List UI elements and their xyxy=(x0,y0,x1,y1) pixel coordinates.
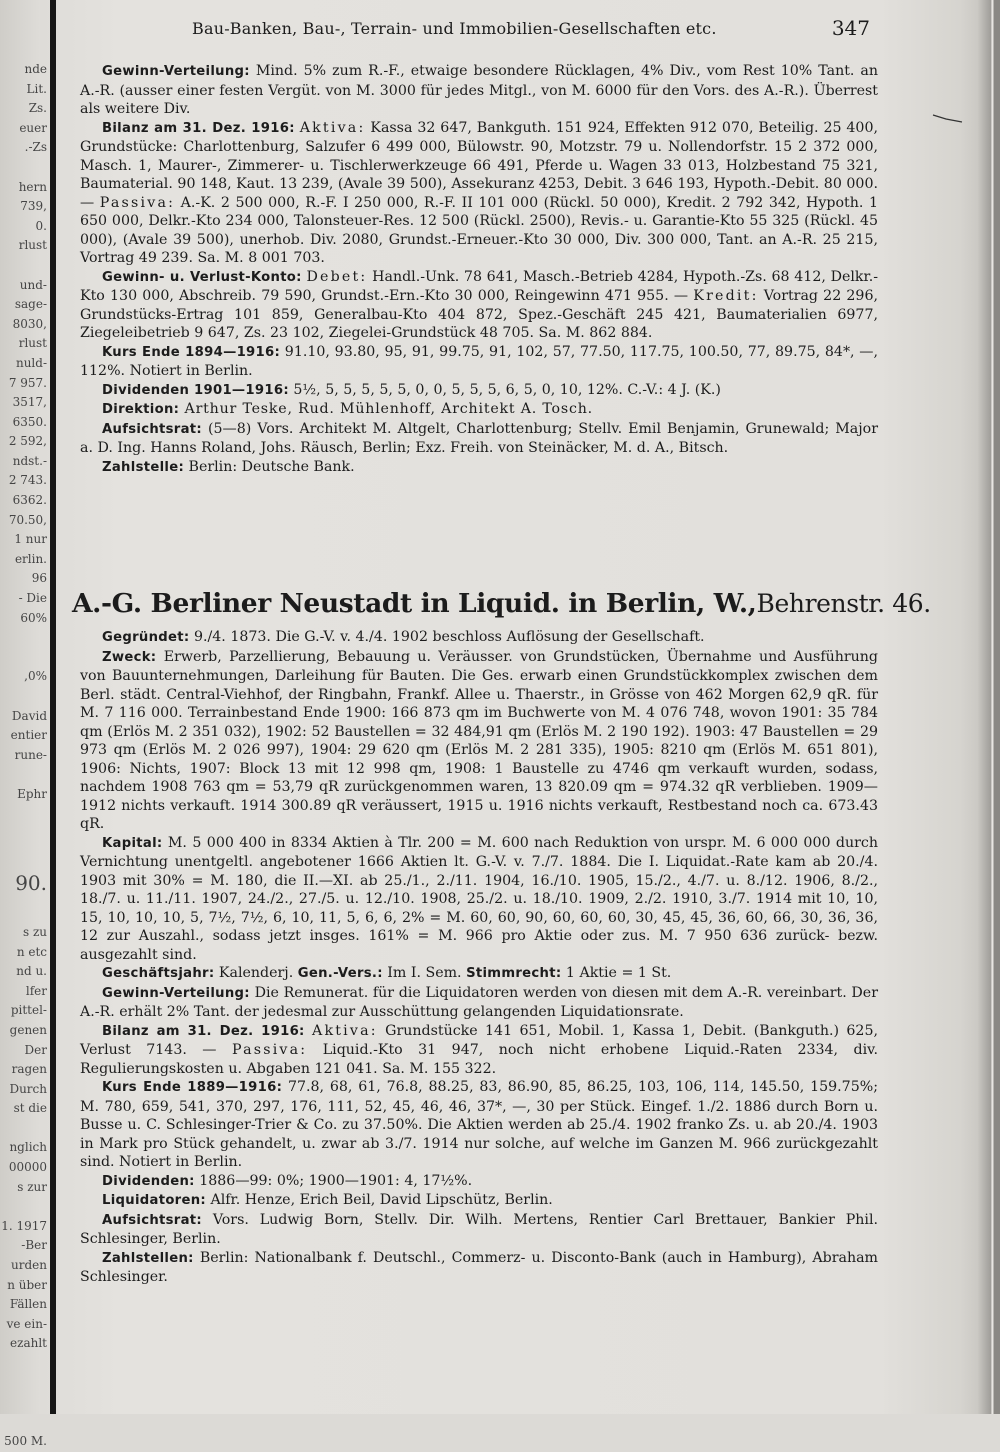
page-number: 347 xyxy=(831,16,870,40)
c2-dividenden: Dividenden: 1886—99: 0%; 1900—1901: 4, 17½%. xyxy=(102,1172,473,1189)
margin-fragment xyxy=(0,1374,50,1394)
margin-fragment: ezahlt xyxy=(10,1336,47,1351)
margin-fragment: - Die xyxy=(18,591,47,606)
margin-fragment: 6350. xyxy=(12,414,47,429)
margin-fragment: ve ein- xyxy=(6,1316,47,1331)
margin-fragment xyxy=(0,844,50,864)
margin-fragment: 96 xyxy=(31,571,47,586)
c1-direktion: Direktion: Arthur Teske, Rud. Mühlenhoff, Architekt A. Tosch. xyxy=(102,401,593,417)
margin-fragment: 3517, xyxy=(12,395,47,410)
c2-zweck: Zweck: Erwerb, Parzellierung, Bebauung u. Veräusser. von Grundstücken, Übernahme und Ausführung von Bauunternehmungen, Darleihung für Bauten. Die Ges. erwarb einen Grundstückkomplex zwischen dem Berl. städt. Central-Viehhof, der Ringbahn, Frankf. Allee u. Thaerstr., in Grösse von 462 Morgen 62,9 qR. für M. 7 116 000. Terrainbestand Ende 1900: 166 873 qm im Buchwerte von M. 4 076 748, wovon 1901: 35 784 qm (Erlös M. 2 351 032), 1902: 52 Baustellen = 32 484,91 qm (Erlös M. 2 190 192). 1903: 47 Baustellen = 29 973 qm (Erlös M. 2 026 997), 1904: 29 620 qm (Erlös M. 2 281 335), 1905: 8210 qm (Erlös M. 651 801), 1906: Nichts, 1907: Block 13 mit 12 998 qm, 1908: 1 Baustelle zu 4746 qm verkauft wurden, sodass, nachdem 1908 763 qm = 53,79 qR zurückgenommen waren, 13 820.09 qm = 974.32 qR verblieben. 1909—1912 nichts verkauft. 1914 300.89 qR veräussert, 1915 u. 1916 nichts verkauft, Restbestand noch ca. 673.43 qR. xyxy=(80,648,878,832)
margin-fragment: 7 957. xyxy=(8,375,47,390)
c2-kapital: Kapital: M. 5 000 400 in 8334 Aktien à Tlr. 200 = M. 600 nach Reduktion von urspr. M. 6 000 000 durch Vernichtung unentgeltl. angebotener 1666 Aktien lt. G.-V. v. 7./7. 1884. Die I. Liquidat.-Rate kam ab 20./4. 1903 mit 30% = M. 180, die II.—XI. ab 25./1., 2./11. 1904, 16./10. 1905, 15./2., 4./7. u. 8./12. 1906, 8./2., 18./7. u. 11./11. 1907, 24./2., 27./5. u. 12./10. 1908, 25./2. u. 18./10. 1909, 2./2. 1910, 3./7. 1914 mit 10, 10, 15, 10, 10, 10, 5, 7½, 7½, 6, 10, 11, 5, 6, 6, 2% = M. 60, 60, 90, 60, 60, 60, 30, 45, 45, 36, 60, 66, 30, 36, 36, 12 zur Auszahl., sodass jetzt insges. 161% = M. 966 pro Aktie oder zus. M. 7 950 636 zurück- bezw. ausgezahlt sind. xyxy=(80,834,878,963)
margin-fragment xyxy=(0,765,50,785)
margin-fragment: n über xyxy=(7,1277,47,1292)
c2-aufsichtsrat: Aufsichtsrat: Vors. Ludwig Born, Stellv. Dir. Wilh. Mertens, Rentier Carl Brettauer, Bankier Phil. Schlesinger, Berlin. xyxy=(80,1211,878,1247)
margin-fragment: st die xyxy=(13,1101,47,1116)
margin-fragment: 70.50, xyxy=(8,512,47,527)
margin-fragment: David xyxy=(11,708,47,723)
margin-fragment: 2 743. xyxy=(8,473,47,488)
margin-fragment: 60% xyxy=(20,610,47,625)
margin-fragment: 739, xyxy=(20,199,47,214)
margin-fragment: Durch xyxy=(9,1081,47,1096)
margin-fragment: 00000 xyxy=(8,1160,47,1175)
margin-fragment: pittel- xyxy=(10,1003,47,1018)
margin-fragment: Zs. xyxy=(28,101,47,116)
margin-fragment: s zur xyxy=(17,1179,47,1194)
c1-kurs: Kurs Ende 1894—1916: 91.10, 93.80, 95, 91, 99.75, 91, 102, 57, 77.50, 117.75, 100.50, 77, 89.75, 84*, —, 112%. Notiert in Berlin. xyxy=(80,343,878,379)
margin-fragment: nuld- xyxy=(15,355,47,370)
c1-aufsichtsrat: Aufsichtsrat: (5—8) Vors. Architekt M. Altgelt, Charlottenburg; Stellv. Emil Benjamin, Grunewald; Major a. D. Ing. Hanns Roland, Johs. Räusch, Berlin; Exz. Freih. von Steinäcker, M. d. A., Bitsch. xyxy=(80,420,878,456)
running-header xyxy=(180,14,870,44)
c1-dividenden: Dividenden 1901—1916: 5½, 5, 5, 5, 5, 5, 0, 0, 5, 5, 5, 6, 5, 0, 10, 12%. C.-V.: 4 J. (K.) xyxy=(102,381,721,398)
c2-liquidatoren: Liquidatoren: Alfr. Henze, Erich Beil, David Lipschütz, Berlin. xyxy=(102,1192,553,1208)
margin-fragment: nglich xyxy=(9,1140,47,1155)
margin-fragment: 90. xyxy=(15,871,47,896)
c2-geschaeftsjahr: Geschäftsjahr: Kalenderj. Gen.-Vers.: Im I. Sem. Stimmrecht: 1 Aktie = 1 St. xyxy=(102,965,672,981)
c2-gegruendet: Gegründet: 9./4. 1873. Die G.-V. v. 4./4. 1902 beschloss Auflösung der Gesellschaft. xyxy=(102,629,705,645)
header-title: Bau-Banken, Bau-, Terrain- und Immobilien-Gesellschaften etc. xyxy=(192,19,717,38)
margin-fragment: 1 nur xyxy=(14,532,47,547)
margin-fragment: euer xyxy=(19,120,47,135)
margin-fragment xyxy=(0,1413,50,1433)
margin-fragment xyxy=(0,256,50,276)
margin-fragment: nd u. xyxy=(16,964,47,979)
c2-zahlstellen: Zahlstellen: Berlin: Nationalbank f. Deutschl., Commerz- u. Disconto-Bank (auch in Hamburg), Abraham Schlesinger. xyxy=(80,1249,878,1285)
margin-fragment: 8030, xyxy=(12,316,47,331)
margin-fragment xyxy=(0,903,50,923)
company2-title: A.-G. Berliner Neustadt in Liquid. in Berlin, W.,Behrenstr. 46. xyxy=(72,588,931,619)
margin-fragment: 1. 1917 xyxy=(1,1218,47,1233)
c2-kurs: Kurs Ende 1889—1916: 77.8, 68, 61, 76.8, 88.25, 83, 86.90, 85, 86.25, 103, 106, 114, 145.50, 159.75%; M. 780, 659, 541, 370, 297, 176, 111, 52, 45, 46, 46, 37*, —, 30 per Stück. Eingef. 1./2. 1886 durch Born u. Busse u. C. Schlesinger-Trier & Co. zu 37.50%. Die Aktien werden ab 25./4. 1902 franko Zs. u. ab 20./4. 1903 in Mark pro Stück gehandelt, u. zwar ab 3./7. 1914 nur solche, auf welche im Ganzen M. 966 zurückgezahlt sind. Notiert in Berlin. xyxy=(80,1079,878,1170)
pen-mark-icon xyxy=(932,112,964,124)
margin-fragment xyxy=(0,824,50,844)
c1-gewinn-verlust: Gewinn- u. Verlust-Konto: Debet: Handl.-Unk. 78 641, Masch.-Betrieb 4284, Hypoth.-Zs. 68 412, Delkr.-Kto 130 000, Abschreib. 79 590, Grundst.-Ern.-Kto 30 000, Reingewinn 471 955. — Kredit: Vortrag 22 296, Grundstücks-Ertrag 101 859, Generalbau-Kto 404 872, Spez.-Geschäft 245 421, Baumaterialien 6977, Ziegeleibetrieb 9 647, Zs. 23 102, Ziegelei-Grundstück 48 705. Sa. M. 862 884. xyxy=(80,268,878,341)
gutter-shadow xyxy=(50,0,56,1414)
margin-fragment: rlust xyxy=(18,336,47,351)
company2-entry xyxy=(80,628,878,1287)
margin-fragment: genen xyxy=(9,1022,47,1037)
margin-fragment xyxy=(0,648,50,668)
margin-fragment: sage- xyxy=(14,297,47,312)
margin-fragment: s zu xyxy=(22,924,47,939)
margin-fragment: 6362. xyxy=(12,493,47,508)
margin-fragment: Der xyxy=(24,1042,47,1057)
margin-fragment: und- xyxy=(19,277,47,292)
margin-fragment: urden xyxy=(11,1258,47,1273)
margin-fragment xyxy=(0,687,50,707)
margin-fragment: hern xyxy=(18,179,47,194)
margin-fragment xyxy=(0,1393,50,1413)
margin-fragment xyxy=(0,158,50,178)
company1-entry xyxy=(80,62,878,477)
c1-zahlstelle: Zahlstelle: Berlin: Deutsche Bank. xyxy=(102,458,355,475)
left-margin-bleed-text xyxy=(0,60,50,1449)
margin-fragment: nde xyxy=(24,62,47,76)
margin-fragment xyxy=(0,1354,50,1374)
margin-fragment: 2 592, xyxy=(8,434,47,449)
margin-fragment: -Ber xyxy=(21,1238,47,1253)
margin-fragment xyxy=(0,628,50,648)
margin-fragment: entier xyxy=(10,728,47,743)
margin-fragment: Fällen xyxy=(9,1297,47,1312)
margin-fragment: ,0% xyxy=(24,669,47,684)
margin-fragment: lfer xyxy=(25,983,47,998)
c1-gewinn-verteilung: Gewinn-Verteilung: Mind. 5% zum R.-F., etwaige besondere Rücklagen, 4% Div., vom Rest 10% Tant. an A.-R. (ausser einer festen Vergüt. von M. 3000 für jedes Mitgl., von M. 6000 für den Vors. des A.-R.). Überrest als weitere Div. xyxy=(80,63,878,117)
margin-fragment: ragen xyxy=(11,1062,47,1077)
margin-fragment: ndst.- xyxy=(12,453,47,468)
margin-fragment xyxy=(0,1197,50,1217)
margin-fragment: .-Zs xyxy=(24,140,47,155)
margin-fragment: 500 M. xyxy=(4,1434,47,1449)
margin-fragment xyxy=(0,1119,50,1139)
margin-fragment: rlust xyxy=(18,238,47,253)
margin-fragment: n etc xyxy=(16,944,47,959)
page-edge xyxy=(978,0,1000,1414)
margin-fragment: erlin. xyxy=(14,551,47,566)
c1-bilanz: Bilanz am 31. Dez. 1916: Aktiva: Kassa 32 647, Bankguth. 151 924, Effekten 912 070, Beteilig. 25 400, Grundstücke: Charlottenburg, Salzufer 6 499 000, Bülowstr. 90, Motzstr. 79 u. Nollendorfstr. 15 2 372 000, Masch. 1, Maurer-, Zimmerer- u. Tischlerwerkzeuge 66 491, Pferde u. Wagen 33 013, Holzbestand 75 321, Baumaterial. 90 148, Kaut. 13 239, (Avale 39 500), Assekuranz 4253, Debit. 3 646 193, Hypoth.-Debit. 80 000. — Passiva: A.-K. 2 500 000, R.-F. I 250 000, R.-F. II 101 000 (Rückl. 50 000), Kredit. 2 792 342, Hypoth. 1 650 000, Delkr.-Kto 234 000, Talonsteuer-Res. 12 500 (Rückl. 2500), Revis.- u. Garantie-Kto 55 325 (Rückl. 45 000), (Avale 39 500), unerhob. Div. 2080, Grundst.-Erneuer.-Kto 30 000, Div. 300 000, Tant. an A.-R. 25 215, Vortrag 49 239. Sa. M. 8 001 703. xyxy=(80,119,878,266)
c2-bilanz: Bilanz am 31. Dez. 1916: Aktiva: Grundstücke 141 651, Mobil. 1, Kassa 1, Debit. (Bankguth.) 625, Verlust 7143. — Passiva: Liquid.-Kto 31 947, noch nicht erhobene Liquid.-Raten 2334, div. Regulierungskosten u. Abgaben 121 041. Sa. M. 155 322. xyxy=(80,1022,878,1077)
margin-fragment xyxy=(0,805,50,825)
margin-fragment: 0. xyxy=(35,218,47,233)
margin-fragment: Lit. xyxy=(26,81,47,96)
c2-gewinn-verteilung: Gewinn-Verteilung: Die Remunerat. für die Liquidatoren werden von diesen mit dem A.-R. vereinbart. Der A.-R. erhält 2% Tant. der jedesmal zur Ausschüttung gelangenden Liquidationsrate. xyxy=(80,984,878,1020)
margin-fragment: rune- xyxy=(14,747,47,762)
margin-fragment: Ephr xyxy=(17,786,47,801)
